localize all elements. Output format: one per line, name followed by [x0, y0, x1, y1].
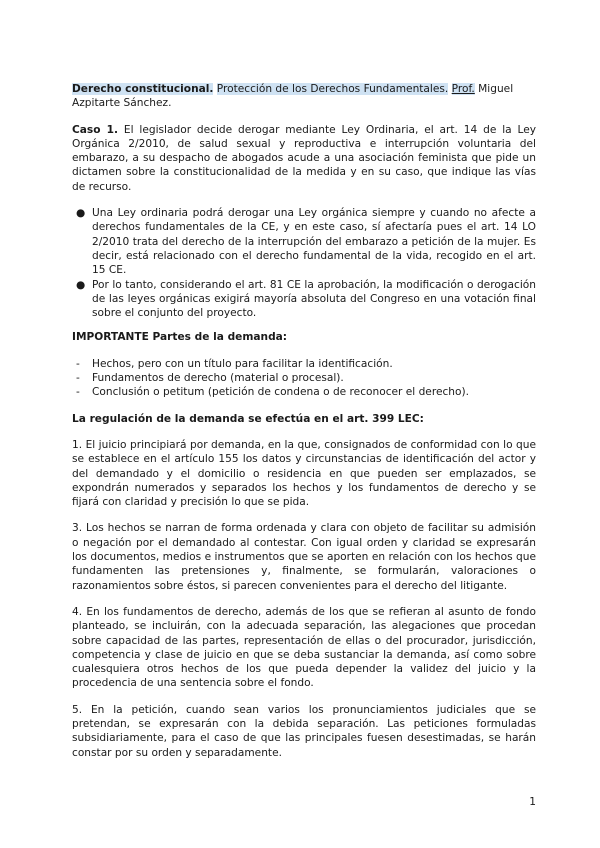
page-number: 1 [529, 796, 536, 808]
list-item: - Conclusión o petitum (petición de condena o de reconocer el derecho). [76, 386, 469, 399]
bullet-list [72, 206, 536, 320]
important-heading: IMPORTANTE Partes de la demanda: [72, 331, 288, 344]
regulation-paragraph-4: 4. En los fundamentos de derecho, además de los que se refieran al asunto de fondo planteado, se incluirán, con la adecuada separación, las alegaciones que procedan sobre capacidad de las partes, representación de ellas o del procurador, jurisdicción, competencia y clase de juicio en que se deba sustanciar la demanda, así como sobre cualesquiera otros hechos de los que pueda depender la validez del juicio y la procedencia de una sentencia sobre el fondo. [72, 605, 536, 690]
case-label: Caso 1. [72, 123, 119, 136]
demand-parts-list [72, 357, 536, 400]
case-text: El legislador decide derogar mediante Ley Ordinaria, el art. 14 de la Ley Orgánica 2/2010, de salud sexual y reproductiva e interrupción voluntaria del embarazo, a su despacho de abogados acude a una asociación feminista que pide un dictamen sobre la constitucionalidad de la medida y en su caso, que indique las vías de recurso. [72, 123, 536, 193]
bullet-item: ● Una Ley ordinaria podrá derogar una Ley orgánica siempre y cuando no afecte a derechos fundamentales de la CE, y en este caso, sí afectaría pues el art. 14 LO 2/2010 trata del derecho de la interrupción del embarazo a petición de la mujer. Es decir, está relacionado con el derecho fundamental de la vida, recogido en el art. 15 CE. [76, 207, 536, 277]
regulation-heading: La regulación de la demanda se efectúa en el art. 399 LEC: [72, 412, 424, 425]
topic-title: Protección de los Derechos Fundamentales. [216, 83, 449, 95]
prof-name: Miguel Azpitarte Sánchez. [72, 83, 514, 110]
course-title: Derecho constitucional. [72, 83, 214, 95]
regulation-paragraph-5: 5. En la petición, cuando sean varios los pronunciamientos judiciales que se pretendan, se expresarán con la debida separación. Las peticiones formuladas subsidiariamente, para el caso de que las principales fuesen desestimadas, se harán constar por su orden y separadamente. [72, 703, 536, 759]
bullet-item: ● Por lo tanto, considerando el art. 81 CE la aprobación, la modificación o derogación de las leyes orgánicas exigirá mayoría absoluta del Congreso en una votación final sobre el conjunto del proyecto. [76, 278, 536, 320]
bullet-icon: ● [76, 278, 86, 291]
document-header [72, 82, 536, 111]
case-paragraph [72, 123, 536, 194]
regulation-paragraph-1: 1. El juicio principiará por demanda, en la que, consignados de conformidad con lo que se establece en el artículo 155 los datos y circunstancias de identificación del actor y del demandado y el domicilio o residencia en que pueden ser emplazados, se expondrán numerados y separados los hechos y los fundamentos de derecho y se fijará con claridad y precisión lo que se pida. [72, 438, 536, 509]
bullet-icon: ● [76, 207, 86, 220]
list-item: - Fundamentos de derecho (material o procesal). [76, 372, 344, 385]
list-item: - Hechos, pero con un título para facilitar la identificación. [76, 357, 393, 370]
prof-abbr: Prof. [451, 83, 475, 95]
regulation-paragraph-3: 3. Los hechos se narran de forma ordenada y clara con objeto de facilitar su admisión o negación por el demandado al contestar. Con igual orden y claridad se expresarán los documentos, medios e instrumentos que se aporten en relación con los hechos que fundamenten las pretensiones y, finalmente, se formularán, valoraciones o razonamientos sobre éstos, si parecen convenientes para el derecho del litigante. [72, 522, 536, 592]
